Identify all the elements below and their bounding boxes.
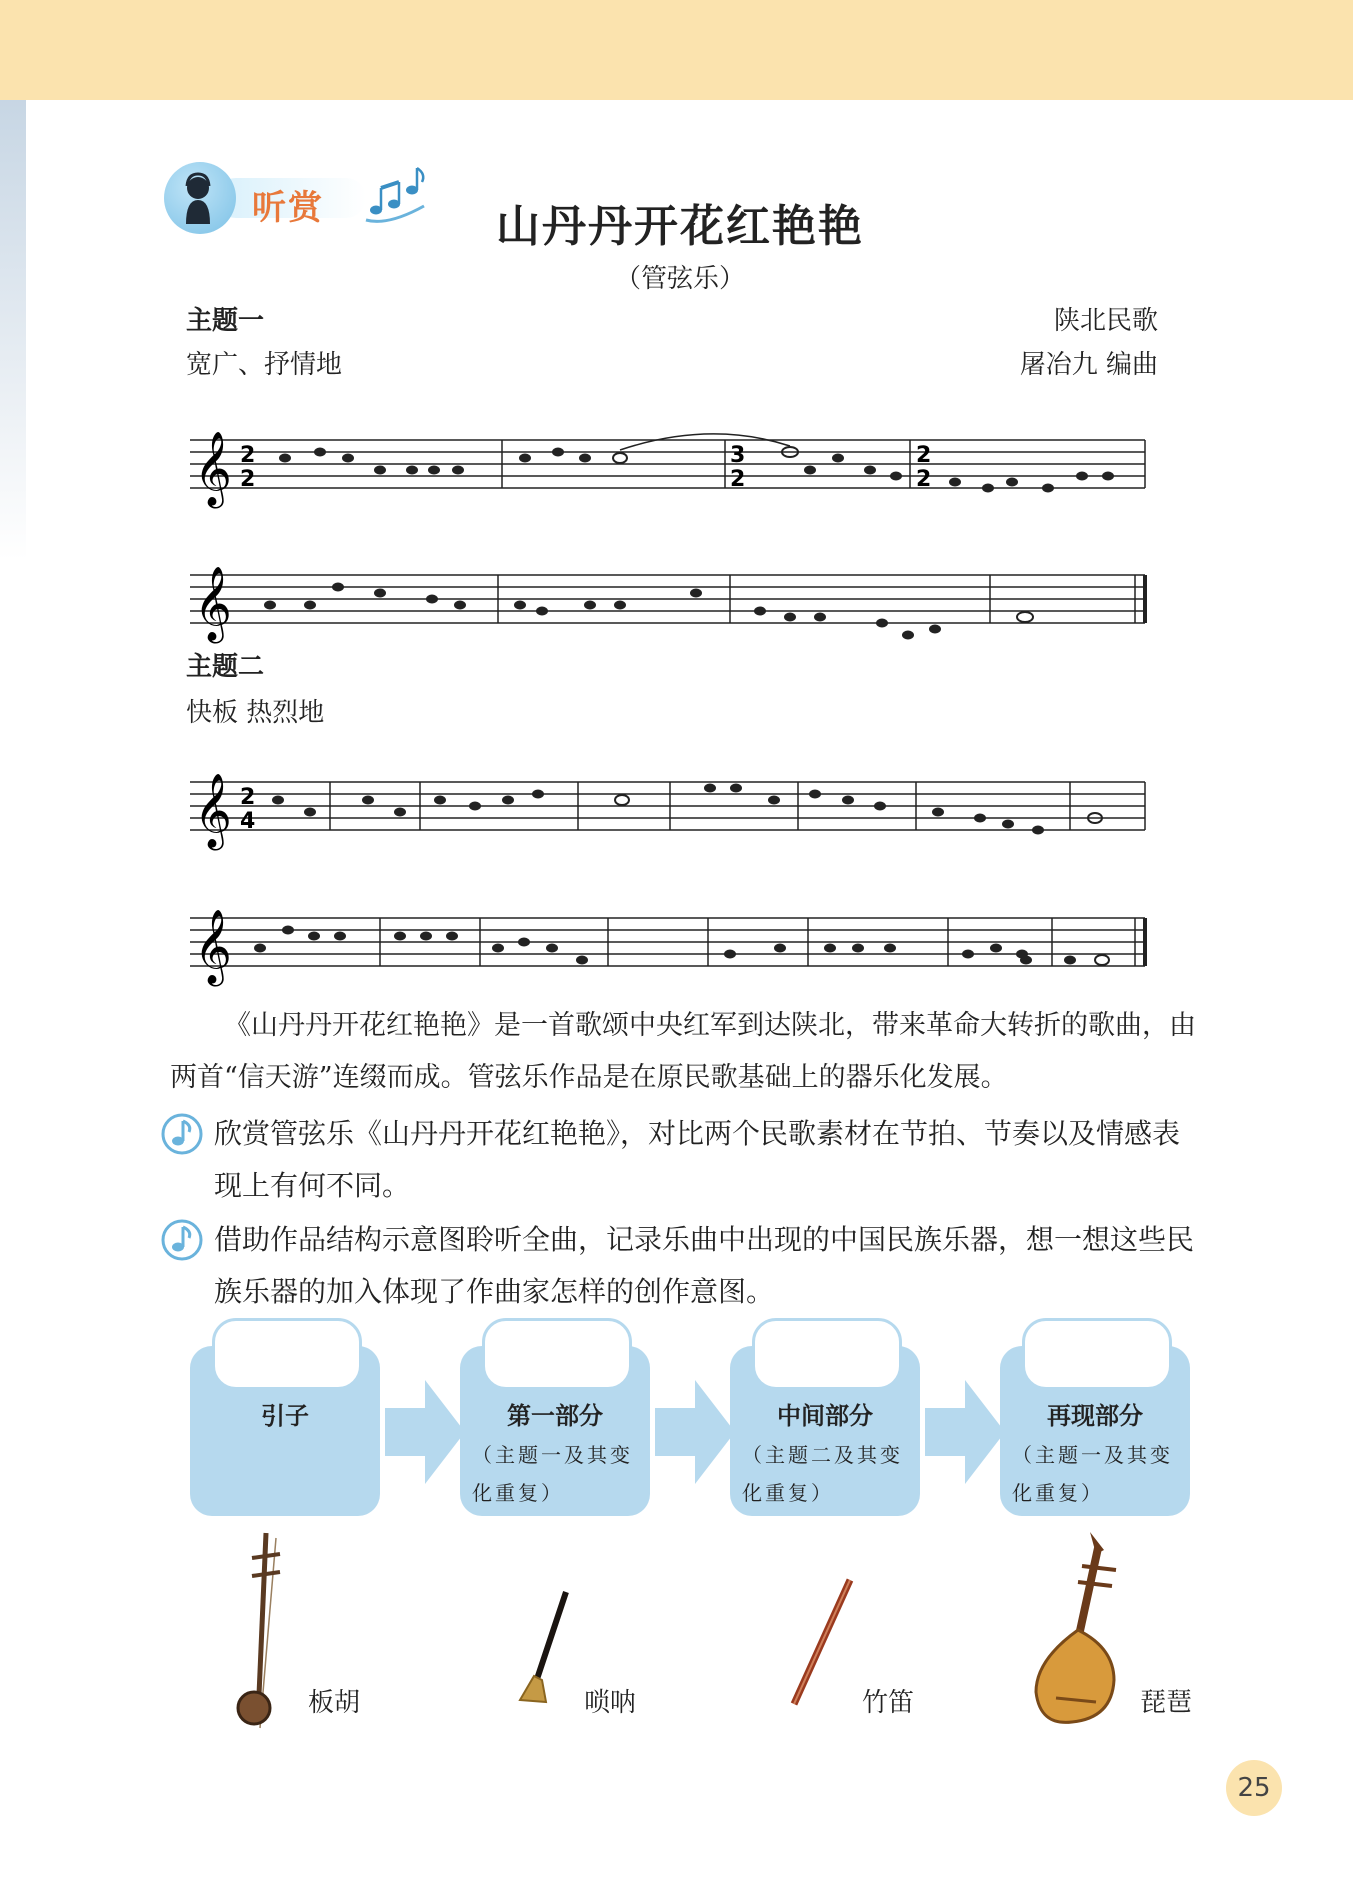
structure-step-reprise [1000,1318,1190,1518]
suona-icon [512,1590,572,1706]
svg-text:2: 2 [916,467,932,492]
arrow-right-icon [385,1380,465,1484]
task-text: 欣赏管弦乐《山丹丹开花红艳艳》，对比两个民歌素材在节拍、节奏以及情感表现上有何不同。 [214,1117,1181,1202]
structure-step-middle [730,1318,920,1518]
section-label: 听赏 [252,188,324,228]
music-notes-icon [358,160,430,232]
instrument-label-dizi: 竹笛 [862,1688,915,1718]
staff-theme-two-line-2 [190,888,1150,998]
svg-text:4: 4 [240,809,256,834]
svg-text:𝄞: 𝄞 [194,910,232,984]
svg-text:2: 2 [240,785,256,810]
instrument-label-suona: 唢呐 [584,1688,637,1718]
section-badge [160,158,430,240]
header-band [0,0,1353,100]
step-subtitle: （主题一及其变化重复） [472,1443,633,1505]
arrow-right-icon [925,1380,1005,1484]
song-origin: 陕北民歌 [1053,306,1158,336]
banhu-icon [230,1528,300,1738]
step-title: 再现部分 [1047,1402,1143,1430]
staff-theme-one-line-1 [190,410,1150,520]
listener-icon [164,162,236,234]
step-tab [752,1318,902,1390]
music-note-icon [160,1112,204,1156]
svg-text:3: 3 [730,443,746,468]
song-subtitle: （管弦乐） [614,264,745,294]
step-tab [1022,1318,1172,1390]
song-arranger: 屠冶九 编曲 [1019,350,1158,380]
svg-text:2: 2 [916,443,932,468]
svg-text:𝄞: 𝄞 [194,432,232,506]
music-note-icon [160,1218,204,1262]
structure-step-intro [190,1318,380,1518]
step-tab [212,1318,362,1390]
svg-text:𝄞: 𝄞 [194,567,232,641]
staff-theme-two-line-1 [190,752,1150,862]
task-text: 借助作品结构示意图聆听全曲，记录乐曲中出现的中国民族乐器，想一想这些民族乐器的加入体现了作曲家怎样的创作意图。 [214,1223,1195,1308]
page-number: 25 [1226,1760,1282,1816]
theme-one-tempo: 宽广、抒情地 [186,350,343,380]
instrument-label-pipa: 琵琶 [1140,1688,1193,1718]
structure-step-part-one [460,1318,650,1518]
svg-text:𝄞: 𝄞 [194,774,232,848]
step-title: 中间部分 [777,1402,873,1430]
step-subtitle: （主题二及其变化重复） [742,1443,903,1505]
dizi-icon [786,1576,856,1708]
step-title: 第一部分 [507,1402,603,1430]
theme-two-heading: 主题二 [186,652,265,682]
step-subtitle: （主题一及其变化重复） [1012,1443,1173,1505]
arrow-right-icon [655,1380,735,1484]
instrument-label-banhu: 板胡 [308,1688,361,1718]
theme-two-tempo: 快板 热烈地 [186,698,325,728]
theme-one-heading: 主题一 [186,306,265,336]
left-edge-decoration [0,100,26,560]
svg-text:2: 2 [730,467,746,492]
step-tab [482,1318,632,1390]
svg-text:2: 2 [240,443,256,468]
step-title: 引子 [261,1402,309,1430]
song-title: 山丹丹开花红艳艳 [496,201,864,252]
song-description: 《山丹丹开花红艳艳》是一首歌颂中央红军到达陕北，带来革命大转折的歌曲，由两首“信天游”连缀而成。管弦乐作品是在原民歌基础上的器乐化发展。 [170,1010,1196,1093]
svg-text:2: 2 [240,467,256,492]
staff-theme-one-line-2 [190,545,1150,655]
pipa-icon [1026,1530,1136,1728]
